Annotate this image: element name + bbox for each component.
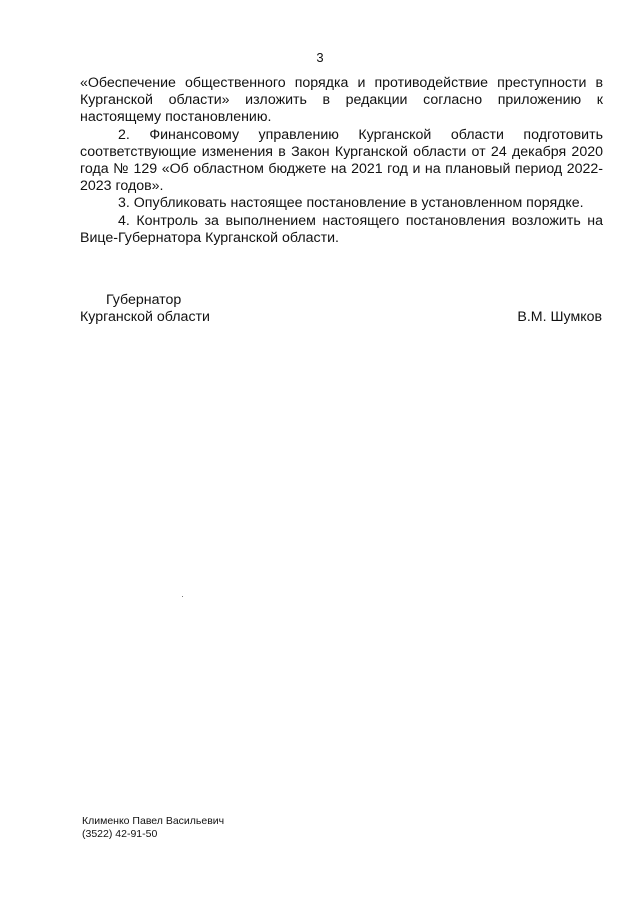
signature-title-line2: Курганской области (80, 309, 210, 325)
executor-name: Клименко Павел Васильевич (82, 815, 225, 827)
paragraph-item-3: 3. Опубликовать настоящее постановление в установленном порядке. (118, 195, 584, 212)
paragraph-continuation: «Обеспечение общественного порядка и противодействие преступности в Курганской области» изложить в редакции согласно приложению к настоящему постановлению. (80, 75, 603, 126)
paragraph-item-4: 4. Контроль за выполнением настоящего постановления возложить на Вице-Губернатора Курганской области. (80, 212, 603, 246)
executor-phone: (3522) 42-91-50 (82, 828, 158, 840)
signature-title-line1: Губернатор (106, 292, 182, 308)
executor-block (82, 815, 224, 841)
scan-dot (182, 596, 183, 597)
paragraph-item-2: 2. Финансовому управлению Курганской области подготовить соответствующие изменения в Закон Курганской области от 24 декабря 2020 года № 129 «Об областном бюджете на 2021 год и на плановый период 2022-2023 годов». (80, 126, 603, 195)
signature-name: В.М. Шумков (517, 309, 602, 325)
document-body (80, 75, 603, 247)
page-number: 3 (316, 50, 324, 65)
